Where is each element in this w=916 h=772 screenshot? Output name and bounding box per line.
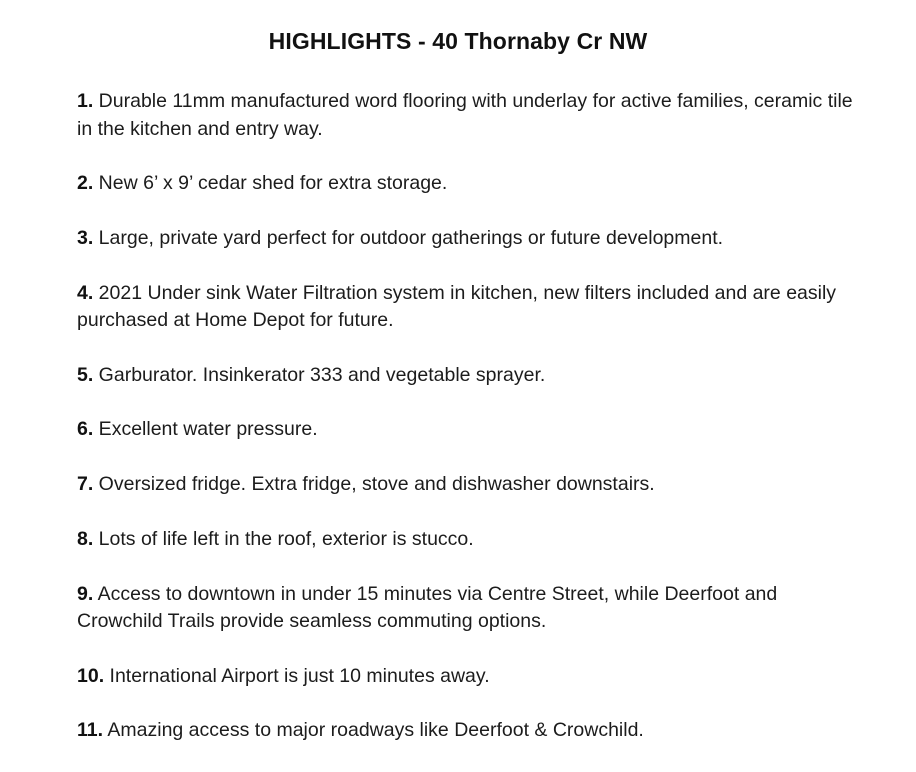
item-text: Lots of life left in the roof, exterior is stucco.: [93, 527, 474, 550]
item-text: New 6’ x 9’ cedar shed for extra storage.: [93, 172, 448, 195]
item-number: 2.: [77, 172, 94, 195]
item-text: Amazing access to major roadways like Deerfoot & Crowchild.: [103, 719, 644, 742]
item-text: Large, private yard perfect for outdoor gatherings or future development.: [93, 226, 724, 249]
item-text: Oversized fridge. Extra fridge, stove and dishwasher downstairs.: [93, 473, 655, 496]
item-text: Durable 11mm manufactured word flooring with underlay for active families, ceramic tile in the kitchen and entry way.: [77, 90, 853, 140]
item-number: 10.: [77, 664, 105, 687]
item-text: 2021 Under sink Water Filtration system in kitchen, new filters included and are easily purchased at Home Depot for future.: [77, 281, 837, 332]
list-item: [77, 416, 867, 444]
item-text: Excellent water pressure.: [93, 418, 318, 441]
item-text: Access to downtown in under 15 minutes via Centre Street, while Deerfoot and Crowchild Trails provide seamless commuting options.: [77, 582, 778, 632]
list-item: [77, 88, 867, 143]
list-item: [77, 581, 867, 636]
item-number: 9.: [77, 582, 94, 605]
list-item: [77, 362, 867, 390]
page-title: HIGHLIGHTS - 40 Thornaby Cr NW: [268, 28, 648, 54]
item-number: 8.: [77, 527, 94, 550]
item-number: 11.: [77, 719, 104, 742]
item-number: 6.: [77, 418, 94, 441]
item-text: Garburator. Insinkerator 333 and vegetable sprayer.: [93, 363, 546, 386]
list-item: [77, 280, 867, 335]
list-item: [77, 526, 867, 554]
item-number: 5.: [77, 363, 94, 386]
item-number: 7.: [77, 473, 94, 496]
item-number: 3.: [77, 226, 94, 249]
list-item: [77, 170, 867, 198]
item-text: International Airport is just 10 minutes away.: [104, 664, 490, 687]
list-item: [77, 663, 867, 691]
item-number: 4.: [77, 281, 94, 304]
highlights-list: [77, 88, 867, 772]
list-item: [77, 717, 867, 745]
item-number: 1.: [77, 90, 94, 112]
list-item: [77, 471, 867, 499]
list-item: [77, 225, 867, 253]
